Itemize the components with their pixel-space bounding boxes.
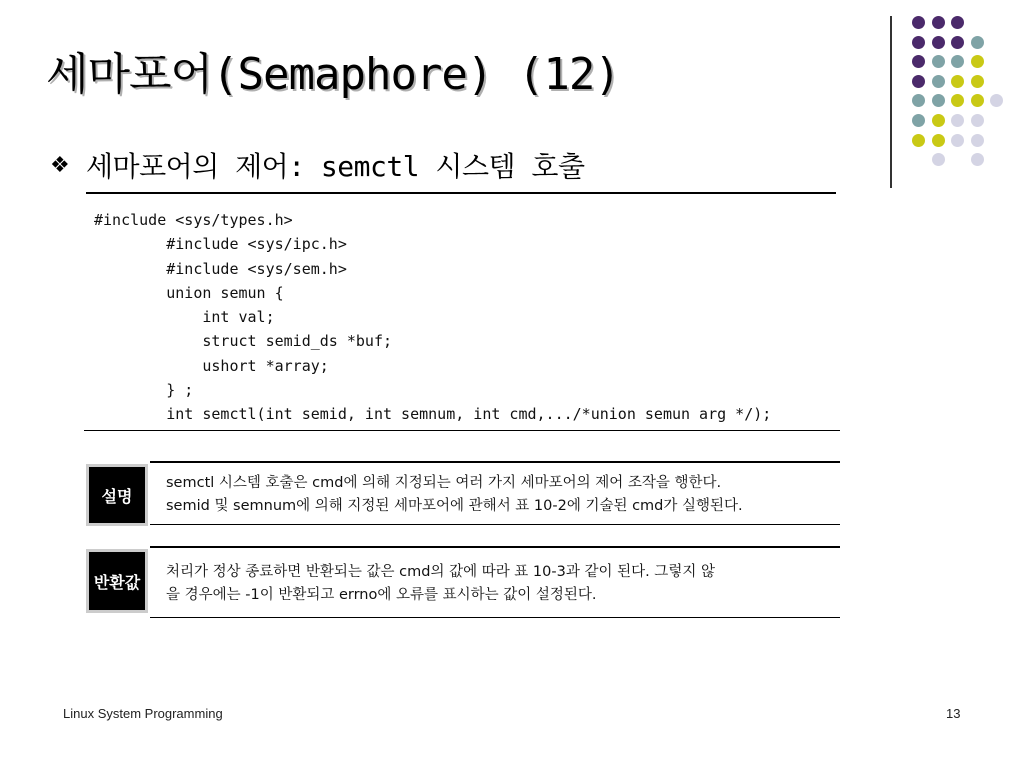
return-bottom-rule xyxy=(150,617,840,618)
code-line: int semctl(int semid, int semnum, int cmd,.../*union semun arg */); xyxy=(94,405,772,424)
decor-dot xyxy=(932,16,945,29)
decor-dot xyxy=(951,114,964,127)
decor-dot xyxy=(932,55,945,68)
bullet-text: 세마포어의 제어: semctl 시스템 호출 xyxy=(86,150,585,183)
footer-page-number: 13 xyxy=(946,706,961,721)
code-line: #include <sys/types.h> xyxy=(94,211,293,229)
decor-dot xyxy=(951,94,964,107)
decor-dot xyxy=(932,36,945,49)
title-divider-line xyxy=(890,16,892,188)
decor-dot xyxy=(951,36,964,49)
description-label: 설명 xyxy=(86,464,148,526)
code-bottom-rule xyxy=(84,430,840,431)
decor-dot xyxy=(971,36,984,49)
description-line: semid 및 semnum에 의해 지정된 세마포어에 관해서 표 10-2에 기술된 cmd가 실행된다. xyxy=(166,498,743,514)
decor-dot xyxy=(932,114,945,127)
code-line: ushort *array; xyxy=(94,356,329,375)
decor-dot xyxy=(951,75,964,88)
decor-dot xyxy=(912,36,925,49)
decor-dot xyxy=(971,153,984,166)
decor-dot xyxy=(971,114,984,127)
decor-dot xyxy=(912,75,925,88)
decor-dot xyxy=(912,16,925,29)
return-value-line: 을 경우에는 -1이 반환되고 errno에 오류를 표시하는 값이 설정된다. xyxy=(166,587,597,603)
decor-dot xyxy=(912,94,925,107)
decor-dot xyxy=(932,153,945,166)
description-bottom-rule xyxy=(150,524,840,525)
bullet-item xyxy=(50,145,585,185)
slide-title: 세마포어(Semaphore) (12) xyxy=(46,49,620,100)
decor-dot xyxy=(932,94,945,107)
description-line: semctl 시스템 호출은 cmd에 의해 지정되는 여러 가지 세마포어의 제어 조작을 행한다. xyxy=(166,475,722,491)
decor-dot xyxy=(912,134,925,147)
return-value-line: 처리가 정상 종료하면 반환되는 값은 cmd의 값에 따라 표 10-3과 같이 된다. 그렇지 않 xyxy=(166,564,715,580)
decor-dot xyxy=(951,134,964,147)
decor-dot xyxy=(971,134,984,147)
decor-dot xyxy=(932,75,945,88)
return-value-text xyxy=(166,561,715,607)
code-line: union semun { xyxy=(94,283,284,302)
description-top-rule xyxy=(150,461,840,463)
code-top-rule xyxy=(86,192,836,194)
diamond-bullet-icon: ❖ xyxy=(50,152,70,178)
decor-dot xyxy=(971,94,984,107)
code-line: #include <sys/sem.h> xyxy=(94,259,347,278)
description-text xyxy=(166,472,743,518)
code-line: int val; xyxy=(94,308,275,327)
decor-dot xyxy=(971,75,984,88)
code-line: struct semid_ds *buf; xyxy=(94,332,393,351)
return-value-label: 반환값 xyxy=(86,549,148,613)
decor-dot xyxy=(971,55,984,68)
code-line: #include <sys/ipc.h> xyxy=(94,235,347,254)
footer-course-name: Linux System Programming xyxy=(63,706,223,721)
decor-dot xyxy=(951,55,964,68)
code-block xyxy=(94,208,771,427)
decor-dot xyxy=(912,55,925,68)
decor-dot xyxy=(990,94,1003,107)
code-line: } ; xyxy=(94,381,194,400)
decor-dot xyxy=(951,16,964,29)
decor-dot xyxy=(912,114,925,127)
decor-dot xyxy=(932,134,945,147)
return-top-rule xyxy=(150,546,840,548)
